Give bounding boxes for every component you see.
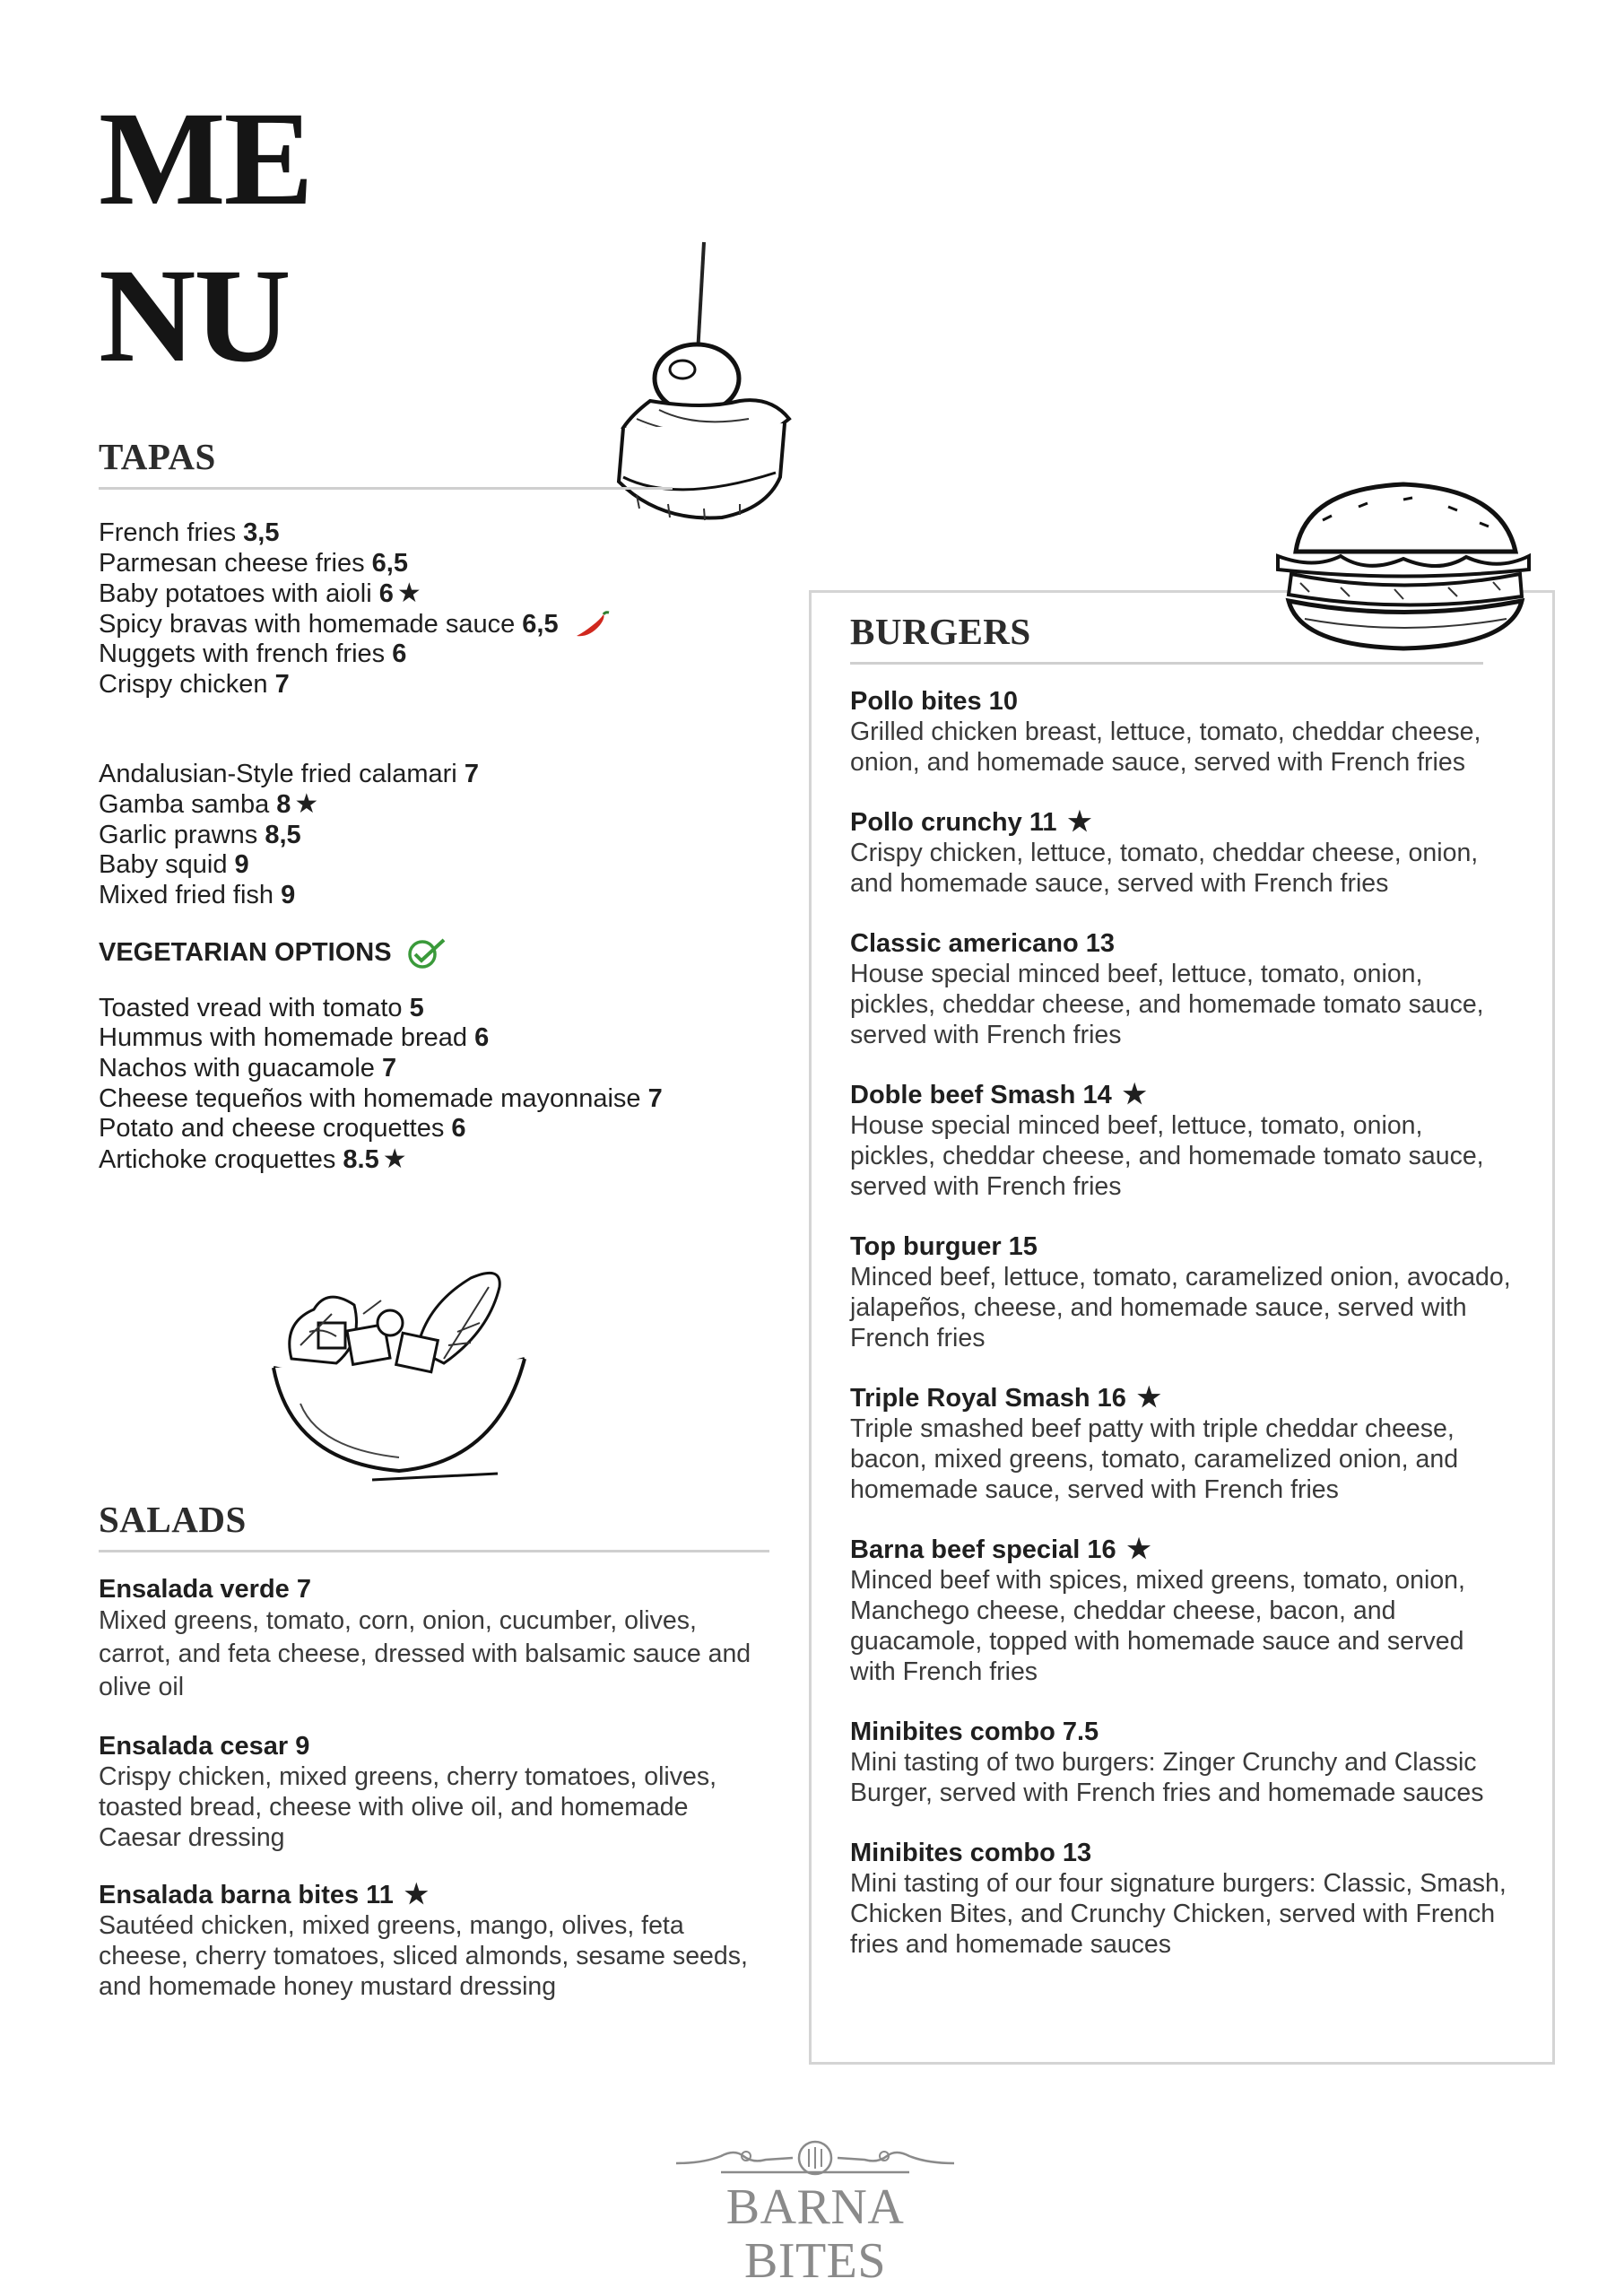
list-item xyxy=(99,1574,769,1704)
item-description: House special minced beef, lettuce, tomato, onion, pickles, cheddar cheese, and homemade tomato sauce, served with French fries xyxy=(850,1111,1484,1201)
item-description: Grilled chicken breast, lettuce, tomato, cheddar cheese, onion, and homemade sauce, served with French fries xyxy=(850,718,1481,777)
salads-heading: SALADS xyxy=(99,1498,769,1552)
star-icon: ★ xyxy=(396,578,421,609)
list-item: Toasted vread with tomato 5 xyxy=(99,993,424,1022)
list-item: Gamba samba 8 ★ xyxy=(99,789,319,820)
vegetarian-heading: VEGETARIAN OPTIONS xyxy=(99,935,762,970)
list-item: Potato and cheese croquettes 6 xyxy=(99,1114,466,1144)
barna-bites-logo xyxy=(667,2136,963,2288)
list-item: Baby potatoes with aioli 6 ★ xyxy=(99,578,421,609)
item-name: Minibites combo 7.5 xyxy=(850,1718,1099,1746)
salads-list xyxy=(99,1574,769,2002)
item-description: Crispy chicken, mixed greens, cherry tomatoes, olives, toasted bread, cheese with olive oil, and homemade Caesar dressing xyxy=(99,1762,717,1852)
list-item: Hummus with homemade bread 6 xyxy=(99,1023,490,1053)
item-name: Doble beef Smash 14 ★ xyxy=(850,1080,1147,1109)
list-item: Andalusian-Style fried calamari 7 xyxy=(99,759,479,788)
star-icon: ★ xyxy=(1136,1383,1161,1413)
list-item xyxy=(850,1080,1514,1202)
list-item: Spicy bravas with homemade sauce 6,5 xyxy=(99,610,762,640)
list-item: Garlic prawns 8,5 xyxy=(99,820,301,849)
list-item: Artichoke croquettes 8.5 ★ xyxy=(99,1144,407,1174)
item-name: Pollo crunchy 11 ★ xyxy=(850,807,1092,837)
vegetarian-check-icon xyxy=(406,936,447,970)
item-name: Minibites combo 13 xyxy=(850,1839,1092,1867)
tapas-list-seafood xyxy=(99,760,762,911)
vegetarian-list xyxy=(99,994,762,1176)
item-name: Classic americano 13 xyxy=(850,929,1116,958)
salad-bowl-illustration xyxy=(265,1260,534,1493)
star-icon: ★ xyxy=(1067,807,1092,837)
list-item: Nuggets with french fries 6 xyxy=(99,639,407,669)
list-item: French fries 3,5 xyxy=(99,518,280,547)
chili-pepper-icon xyxy=(573,611,611,639)
item-description: Mini tasting of our four signature burgers: Classic, Smash, Chicken Bites, and Crunchy Chicken, served with French fries and homemade sauces xyxy=(850,1869,1507,1959)
item-name: Triple Royal Smash 16 ★ xyxy=(850,1383,1161,1413)
vegetarian-block xyxy=(99,935,762,1176)
logo-ornament-icon xyxy=(667,2136,963,2176)
item-name: Ensalada cesar 9 xyxy=(99,1732,310,1761)
list-item xyxy=(99,1880,769,2002)
tapas-heading: TAPAS xyxy=(99,435,673,490)
star-icon: ★ xyxy=(404,1880,429,1909)
item-name: Ensalada barna bites 11 ★ xyxy=(99,1880,429,1909)
list-item: Cheese tequeños with homemade mayonnaise 7 xyxy=(99,1083,663,1113)
star-icon: ★ xyxy=(294,789,319,820)
item-description: Minced beef, lettuce, tomato, caramelized onion, avocado, jalapeños, cheese, and homemade sauce, served with French fries xyxy=(850,1263,1511,1352)
tapas-section xyxy=(99,435,762,1175)
list-item xyxy=(850,1838,1514,1960)
list-item xyxy=(850,807,1514,899)
item-description: Sautéed chicken, mixed greens, mango, olives, feta cheese, cherry tomatoes, sliced almonds, sesame seeds, and homemade honey mustard dressing xyxy=(99,1911,748,2001)
item-name: Top burguer 15 xyxy=(850,1232,1038,1261)
star-icon: ★ xyxy=(382,1144,407,1174)
list-item: Crispy chicken 7 xyxy=(99,669,290,699)
burgers-section xyxy=(850,610,1514,1989)
burgers-list xyxy=(850,686,1514,1960)
item-description: Mixed greens, tomato, corn, onion, cucumber, olives, carrot, and feta cheese, dressed with balsamic sauce and olive oil xyxy=(99,1606,751,1701)
menu-title-line2: NU xyxy=(99,241,290,390)
item-description: Mini tasting of two burgers: Zinger Crunchy and Classic Burger, served with French fries and homemade sauces xyxy=(850,1748,1484,1807)
list-item xyxy=(850,928,1514,1050)
item-description: House special minced beef, lettuce, tomato, onion, pickles, cheddar cheese, and homemade tomato sauce, served with French fries xyxy=(850,960,1484,1049)
item-name: Barna beef special 16 ★ xyxy=(850,1535,1151,1564)
logo-name: BARNA BITES xyxy=(725,2179,905,2289)
menu-title xyxy=(99,81,312,395)
list-item xyxy=(850,1231,1514,1353)
list-item: Nachos with guacamole 7 xyxy=(99,1054,397,1083)
tapas-list xyxy=(99,518,762,700)
list-item xyxy=(850,1535,1514,1687)
item-description: Triple smashed beef patty with triple cheddar cheese, bacon, mixed greens, tomato, caramelized onion, and homemade sauce, served with French fries xyxy=(850,1414,1459,1504)
list-item: Baby squid 9 xyxy=(99,850,249,880)
item-name: Ensalada verde 7 xyxy=(99,1575,311,1604)
burgers-heading: BURGERS xyxy=(850,610,1483,665)
list-item xyxy=(850,686,1514,778)
salads-section xyxy=(99,1498,769,2029)
list-item xyxy=(99,1731,769,1853)
item-description: Minced beef with spices, mixed greens, tomato, onion, Manchego cheese, cheddar cheese, bacon, and guacamole, topped with homemade sauce and served with French fries xyxy=(850,1566,1465,1686)
item-name: Pollo bites 10 xyxy=(850,687,1018,716)
menu-title-line1: ME xyxy=(99,84,312,233)
item-description: Crispy chicken, lettuce, tomato, cheddar cheese, onion, and homemade sauce, served with French fries xyxy=(850,839,1479,898)
list-item: Parmesan cheese fries 6,5 xyxy=(99,548,408,578)
list-item: Mixed fried fish 9 xyxy=(99,880,296,909)
star-icon: ★ xyxy=(1126,1535,1151,1564)
list-item xyxy=(850,1717,1514,1808)
star-icon: ★ xyxy=(1122,1080,1147,1109)
list-item xyxy=(850,1383,1514,1505)
